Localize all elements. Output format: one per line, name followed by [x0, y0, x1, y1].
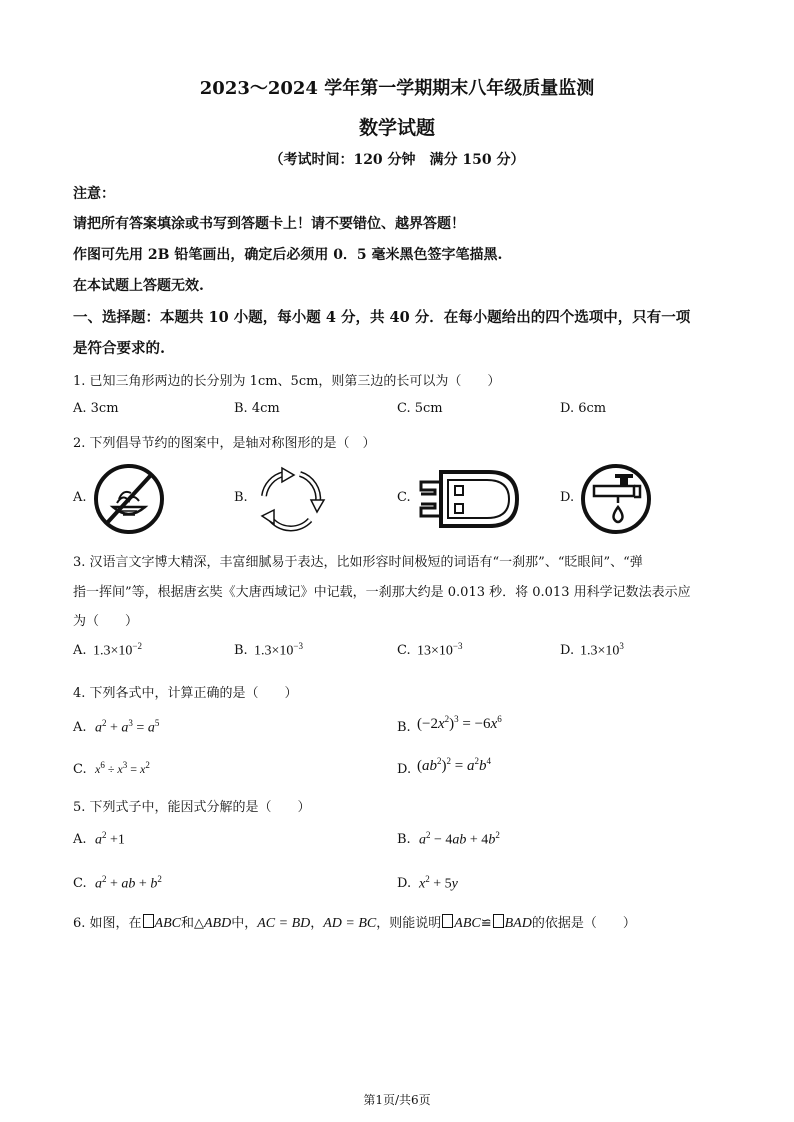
q5-option-d: $x^2 + 5y$ — [419, 874, 458, 892]
q4-option-c: $x^6 \div x^3 = x^2$ — [95, 760, 150, 776]
q3-stem-line-2: 指一挥间”等，根据唐玄奘《大唐西域记》中记载，一刹那大约是 0.013 秒．将 0.013 用科学记数法表示应 — [73, 585, 691, 600]
q1-option-a: A. 3cm — [73, 401, 119, 416]
q3-option-a: $1.3\times 10^{-2}$ — [93, 641, 142, 659]
notice-line-1: 请把所有答案填涂或书写到答题卡上！请不要错位、越界答题！ — [73, 216, 465, 232]
q1-option-b: B. 4cm — [234, 401, 280, 416]
q2-label-c: C. — [397, 490, 411, 505]
q4-label-d: D. — [397, 762, 412, 777]
q4-label-c: C. — [73, 762, 87, 777]
no-waste-bowl-icon — [93, 463, 165, 535]
q5-stem: 5. 下列式子中，能因式分解的是（ ） — [73, 800, 311, 815]
notice-line-3: 在本试题上答题无效. — [73, 278, 204, 294]
exam-info: （考试时间：120 分钟 满分 150 分） — [269, 152, 525, 168]
q5-option-c: $a^2$ + ab + $b^2$ — [95, 874, 162, 892]
q4-label-b: B. — [397, 720, 411, 735]
q4-label-a: A. — [73, 720, 87, 735]
q2-label-a: A. — [73, 490, 87, 505]
q4-stem: 4. 下列各式中，计算正确的是（ ） — [73, 686, 298, 701]
q3-label-b: B. — [234, 643, 248, 658]
page-number: 第1页/共6页 — [363, 1093, 431, 1107]
notice-label: 注意： — [73, 186, 115, 202]
q4-option-d: $(ab^2)^2 = a^2b^4$ — [417, 756, 491, 774]
recycle-arrows-icon — [254, 466, 326, 532]
q3-label-c: C. — [397, 643, 411, 658]
q2-label-d: D. — [560, 490, 575, 505]
q5-label-d: D. — [397, 876, 412, 891]
exam-title: 2023～2024 学年第一学期期末八年级质量监测 — [199, 78, 595, 99]
q3-stem-line-1: 3. 汉语言文字博大精深，丰富细腻易于表达，比如形容时间极短的词语有“一刹那”、“眨眼间”、“弹 — [73, 555, 643, 570]
q1-option-d: D. 6cm — [560, 401, 607, 416]
q1-stem: 1. 已知三角形两边的长分别为 1cm、5cm，则第三边的长可以为（ ） — [73, 374, 501, 389]
water-faucet-icon — [580, 463, 652, 535]
q1-option-c: C. 5cm — [397, 401, 443, 416]
q2-stem: 2. 下列倡导节约的图案中，是轴对称图形的是（ ） — [73, 436, 376, 451]
q5-option-a: $a^2 +1$ — [95, 830, 125, 848]
q5-label-c: C. — [73, 876, 87, 891]
section1-heading-line-1: 一、选择题：本题共 10 小题，每小题 4 分，共 40 分．在每小题给出的四个选项中，只有一项 — [73, 309, 691, 326]
q3-stem-line-3: 为（ ） — [73, 614, 139, 629]
q5-option-b: $a^2 - 4ab + 4b^2$ — [419, 830, 500, 848]
q4-option-b: $(-2x^2)^3 = -6x^6$ — [417, 714, 502, 732]
q3-label-a: A. — [73, 643, 87, 658]
power-plug-icon — [413, 468, 521, 530]
q3-label-d: D. — [560, 643, 575, 658]
q5-label-b: B. — [397, 832, 411, 847]
q5-label-a: A. — [73, 832, 87, 847]
q6-stem: 6. 如图，在 ABC和△ABD中，AC = BD，AD = BC，则能说明 ABC≌ BAD的依据是（ ） — [73, 916, 636, 931]
q3-option-c: $13\times 10^{-3}$ — [417, 641, 463, 659]
q3-option-b: $1.3\times 10^{-3}$ — [254, 641, 303, 659]
notice-line-2: 作图可先用 2B 铅笔画出，确定后必须用 0．5 毫米黑色签字笔描黑. — [73, 247, 503, 263]
q2-label-b: B. — [234, 490, 248, 505]
section1-heading-line-2: 是符合要求的. — [73, 340, 166, 357]
q3-option-d: $1.3\times 10^3$ — [580, 641, 624, 659]
subject-title: 数学试题 — [358, 117, 435, 139]
q4-option-a: $a^2 + a^3 = a^5$ — [95, 718, 160, 736]
